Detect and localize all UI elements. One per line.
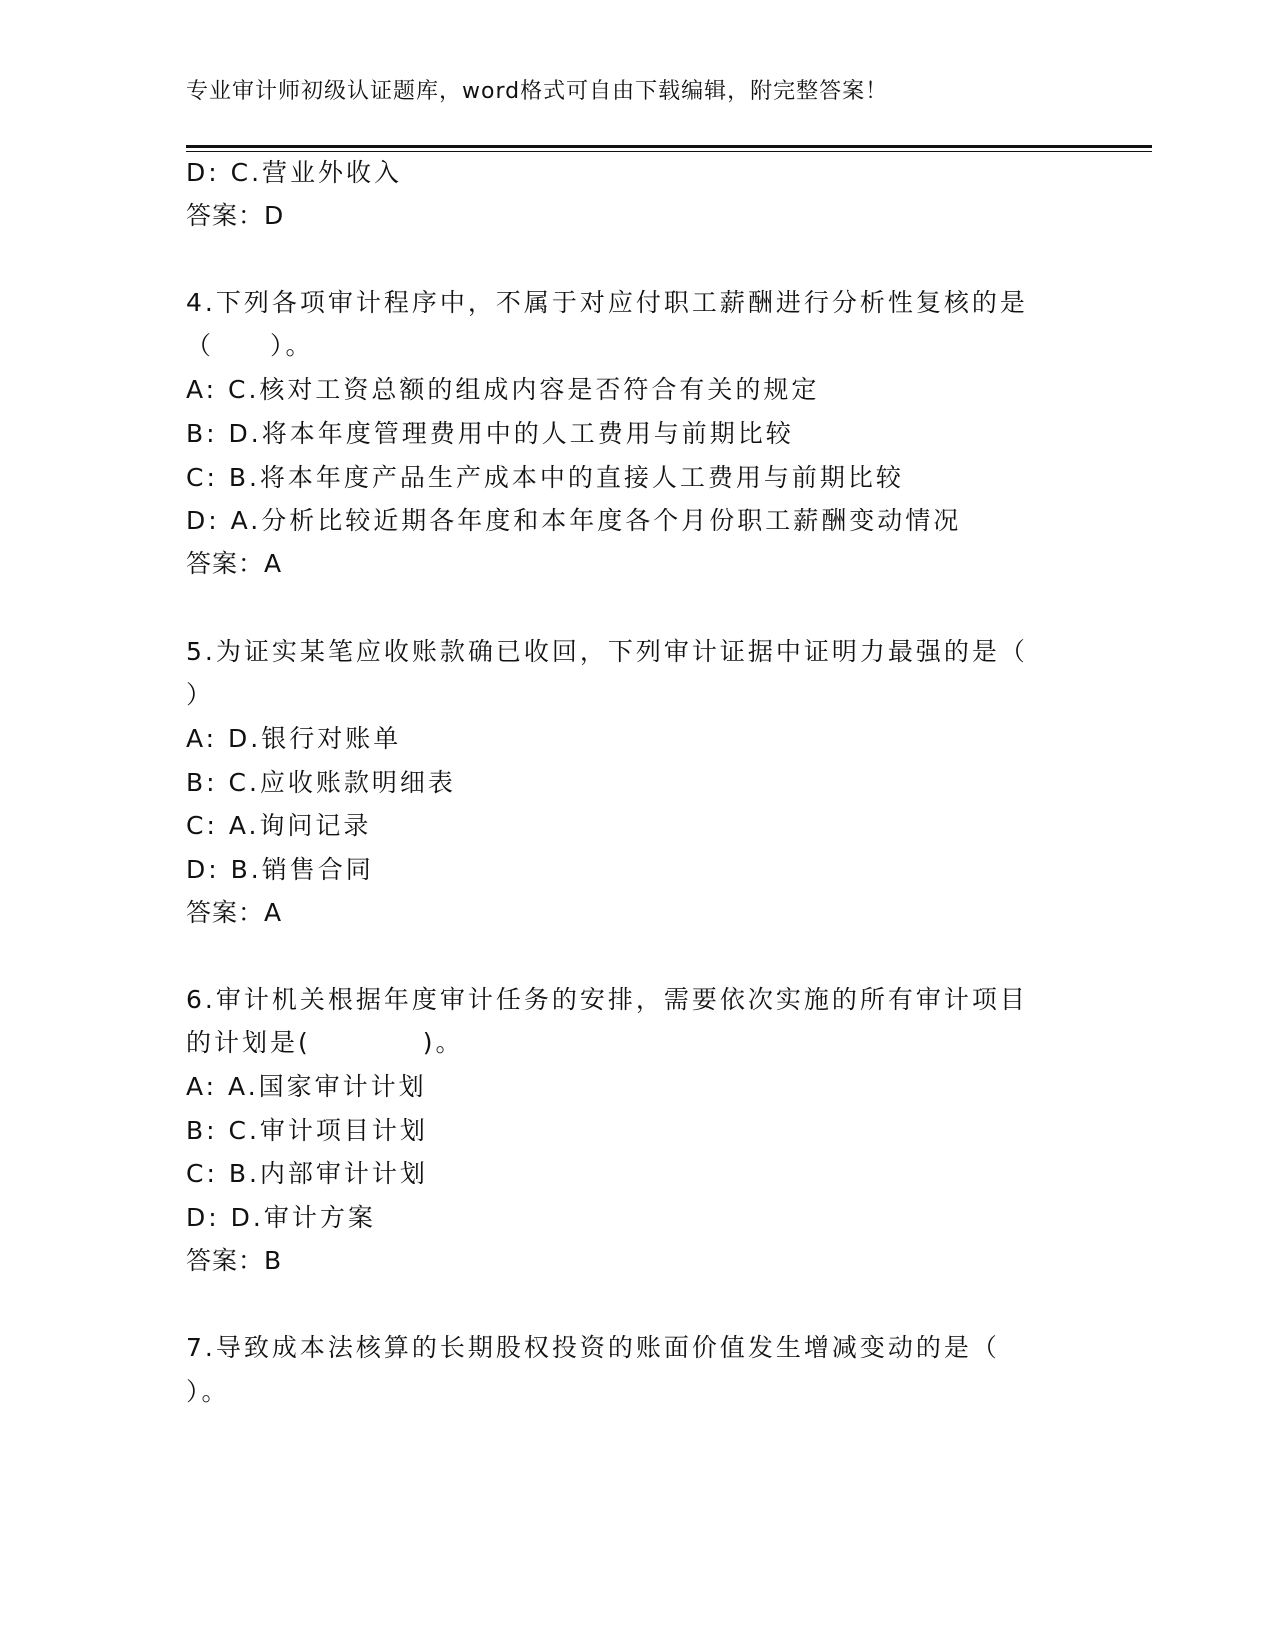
answer-line: 答案：B bbox=[186, 1246, 283, 1275]
page-header: 专业审计师初级认证题库，word格式可自由下载编辑，附完整答案！ bbox=[186, 79, 889, 104]
option-line: C: A.询问记录 bbox=[186, 811, 372, 840]
option-line: D: C.营业外收入 bbox=[186, 158, 403, 187]
header-rule-thin bbox=[186, 151, 1152, 152]
answer-line: 答案：A bbox=[186, 549, 283, 578]
question-line: ） bbox=[186, 680, 215, 709]
answer-line: 答案：A bbox=[186, 898, 283, 927]
question-line: 4.下列各项审计程序中，不属于对应付职工薪酬进行分析性复核的是 bbox=[186, 288, 1028, 317]
answer-line: 答案：D bbox=[186, 201, 285, 230]
header-rule bbox=[186, 145, 1152, 148]
question-line: 7.导致成本法核算的长期股权投资的账面价值发生增减变动的是（ bbox=[186, 1333, 1000, 1362]
option-line: D: A.分析比较近期各年度和本年度各个月份职工薪酬变动情况 bbox=[186, 506, 962, 535]
option-line: B: C.审计项目计划 bbox=[186, 1116, 428, 1145]
question-line: （ ）。 bbox=[186, 331, 314, 360]
option-line: B: D.将本年度管理费用中的人工费用与前期比较 bbox=[186, 419, 794, 448]
question-line: 的计划是( )。 bbox=[186, 1028, 464, 1057]
question-line: ）。 bbox=[186, 1377, 230, 1406]
option-line: A: C.核对工资总额的组成内容是否符合有关的规定 bbox=[186, 375, 820, 404]
option-line: C: B.内部审计计划 bbox=[186, 1159, 428, 1188]
option-line: C: B.将本年度产品生产成本中的直接人工费用与前期比较 bbox=[186, 463, 904, 492]
question-line: 5.为证实某笔应收账款确已收回，下列审计证据中证明力最强的是（ bbox=[186, 637, 1028, 666]
question-line: 6.审计机关根据年度审计任务的安排，需要依次实施的所有审计项目 bbox=[186, 985, 1028, 1014]
option-line: A: A.国家审计计划 bbox=[186, 1072, 427, 1101]
option-line: D: D.审计方案 bbox=[186, 1203, 376, 1232]
option-line: A: D.银行对账单 bbox=[186, 724, 402, 753]
option-line: B: C.应收账款明细表 bbox=[186, 768, 456, 797]
option-line: D: B.销售合同 bbox=[186, 855, 374, 884]
